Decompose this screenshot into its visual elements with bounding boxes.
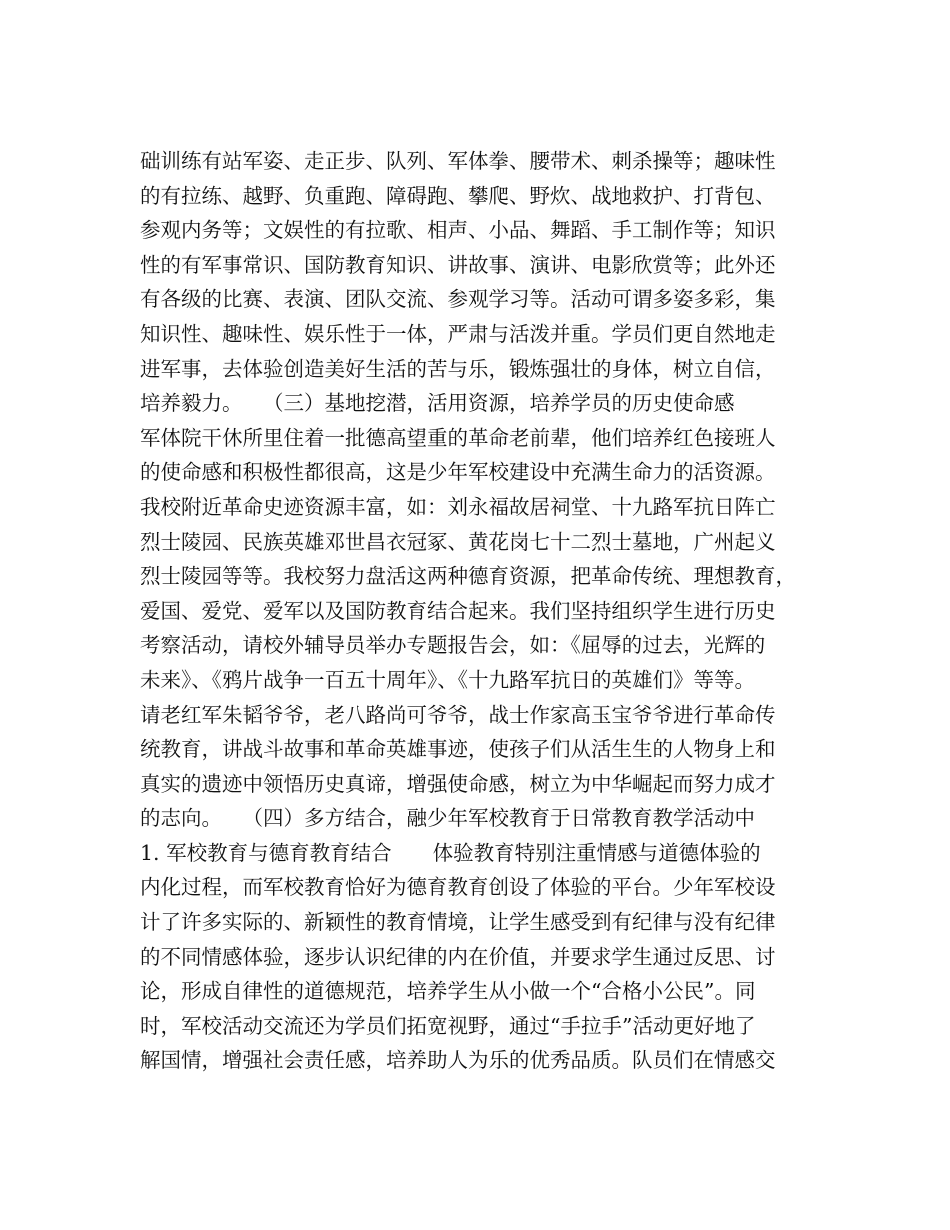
text-line: 统教育，讲战斗故事和革命英雄事迹，使孩子们从活生生的人物身上和 bbox=[140, 737, 776, 762]
text-line: 解国情，增强社会责任感，培养助人为乐的优秀品质。队员们在情感交 bbox=[140, 1048, 776, 1073]
text-line: 未来》、《鸦片战争一百五十周年》、《十九路军抗日的英雄们》等等。 bbox=[140, 667, 755, 692]
text-line: 进军事，去体验创造美好生活的苦与乐，锻炼强壮的身体，树立自信， bbox=[140, 356, 776, 381]
text-line: 础训练有站军姿、走正步、队列、军体拳、腰带术、刺杀操等；趣味性 bbox=[140, 149, 776, 173]
text-line: 参观内务等；文娱性的有拉歌、相声、小品、舞蹈、手工制作等；知识 bbox=[140, 218, 776, 243]
text-line: 1. 军校教育与德育教育结合 体验教育特别注重情感与道德体验的 bbox=[140, 840, 761, 865]
text-line: 烈士陵园、民族英雄邓世昌衣冠冢、黄花岗七十二烈士墓地，广州起义 bbox=[140, 529, 776, 554]
text-line: 培养毅力。 （三）基地挖潜，活用资源，培养学员的历史使命感 bbox=[140, 391, 735, 416]
text-line: 真实的遗迹中领悟历史真谛，增强使命感，树立为中华崛起而努力成才 bbox=[140, 771, 776, 796]
text-line: 论，形成自律性的道德规范，培养学生从小做一个“合格小公民”。同 bbox=[140, 979, 756, 1004]
text-line: 的志向。 （四）多方结合，融少年军校教育于日常教育教学活动中 bbox=[140, 806, 755, 831]
text-line: 爱国、爱党、爱军以及国防教育结合起来。我们坚持组织学生进行历史 bbox=[140, 598, 776, 623]
text-line: 的使命感和积极性都很高，这是少年军校建设中充满生命力的活资源。 bbox=[140, 460, 776, 485]
text-line: 知识性、趣味性、娱乐性于一体，严肃与活泼并重。学员们更自然地走 bbox=[140, 321, 776, 346]
text-line: 有各级的比赛、表演、团队交流、参观学习等。活动可谓多姿多彩，集 bbox=[140, 287, 776, 312]
text-line: 内化过程，而军校教育恰好为德育教育创设了体验的平台。少年军校设 bbox=[140, 875, 776, 900]
text-line: 计了许多实际的、新颖性的教育情境，让学生感受到有纪律与没有纪律 bbox=[140, 910, 776, 935]
body-text bbox=[140, 144, 840, 1078]
text-line: 考察活动，请校外辅导员举办专题报告会，如：《屈辱的过去，光辉的 bbox=[140, 633, 766, 658]
text-line: 的不同情感体验，逐步认识纪律的内在价值，并要求学生通过反思、讨 bbox=[140, 944, 776, 969]
text-line: 烈士陵园等等。我校努力盘活这两种德育资源，把革命传统、理想教育， bbox=[140, 564, 796, 589]
text-line: 请老红军朱韬爷爷，老八路尚可爷爷，战士作家高玉宝爷爷进行革命传 bbox=[140, 702, 776, 727]
text-line: 军体院干休所里住着一批德高望重的革命老前辈，他们培养红色接班人 bbox=[140, 425, 776, 450]
text-line: 的有拉练、越野、负重跑、障碍跑、攀爬、野炊、战地救护、打背包、 bbox=[140, 183, 776, 208]
text-line: 我校附近革命史迹资源丰富，如：刘永福故居祠堂、十九路军抗日阵亡 bbox=[140, 494, 776, 519]
text-line: 时，军校活动交流还为学员们拓宽视野，通过“手拉手”活动更好地了 bbox=[140, 1013, 756, 1038]
text-line: 性的有军事常识、国防教育知识、讲故事、演讲、电影欣赏等；此外还 bbox=[140, 252, 776, 277]
